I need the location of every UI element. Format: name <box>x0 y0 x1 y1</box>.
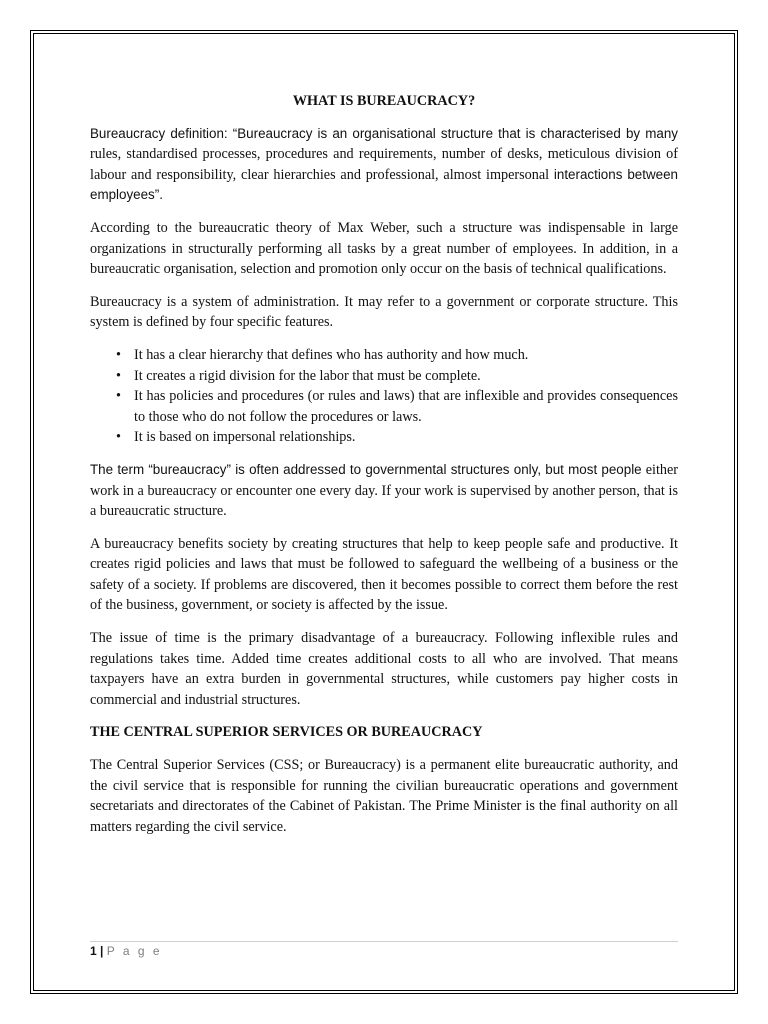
bullet-icon: • <box>116 429 121 446</box>
list-item <box>90 366 678 387</box>
list-item-text: It has policies and procedures (or rules and laws) that are inflexible and provides consequences to those who do not follow the procedures or laws. <box>134 388 678 425</box>
list-item <box>90 386 678 427</box>
features-list <box>90 345 678 448</box>
list-item-text: It is based on impersonal relationships. <box>134 429 356 446</box>
definition-body: rules, standardised processes, procedures and requirements, number of desks, meticulous division of labour and responsibility, clear hierarchies and professional, almost impersonal <box>90 146 678 183</box>
paragraph-system: Bureaucracy is a system of administration. It may refer to a government or corporate structure. This system is defined by four specific features. <box>90 293 678 331</box>
bullet-icon: • <box>116 367 121 384</box>
section-heading: THE CENTRAL SUPERIOR SERVICES OR BUREAUCRACY <box>90 724 483 741</box>
list-item-text: It has a clear hierarchy that defines who has authority and how much. <box>134 346 529 363</box>
term-lead: The term “bureaucracy” is often addressed to governmental structures only, but most people <box>90 461 642 477</box>
page-footer <box>90 941 678 958</box>
footer-separator: | <box>100 944 104 958</box>
list-item-text: It creates a rigid division for the labor that must be complete. <box>134 367 481 384</box>
paragraph-term <box>90 460 678 522</box>
paragraph-definition <box>90 124 678 206</box>
definition-lead: Bureaucracy definition: “Bureaucracy is an organisational structure that is characterised by many <box>90 125 678 141</box>
paragraph-benefits: A bureaucracy benefits society by creating structures that help to keep people safe and productive. It creates rigid policies and laws that must be followed to safeguard the wellbeing of a business or the safety of a society. If problems are discovered, then it becomes possible to correct them before the rest of the business, government, or society is affected by the issue. <box>90 535 678 614</box>
paragraph-css: The Central Superior Services (CSS; or Bureaucracy) is a permanent elite bureaucratic authority, and the civil service that is responsible for running the civilian bureaucratic operations and government secretariats and directorates of the Cabinet of Pakistan. The Prime Minister is the final authority on all matters regarding the civil service. <box>90 757 678 835</box>
term-body: either work in a bureaucracy or encounter one every day. If your work is supervised by another person, that is a bureaucratic structure. <box>90 461 678 520</box>
list-item <box>90 345 678 366</box>
document-title: WHAT IS BUREAUCRACY? <box>292 93 476 109</box>
list-item <box>90 427 678 448</box>
definition-end: interactions between employees”. <box>90 166 678 203</box>
paragraph-weber: According to the bureaucratic theory of Max Weber, such a structure was indispensable in large organizations in structurally performing all tasks by a great number of employees. In addition, in a bureaucratic organisation, selection and promotion only occur on the basis of technical qualifications. <box>90 219 678 278</box>
document-body <box>90 91 678 849</box>
bullet-icon: • <box>116 346 121 363</box>
paragraph-disadvantage: The issue of time is the primary disadvantage of a bureaucracy. Following inflexible rules and regulations takes time. Added time creates additional costs to all who are involved. That means taxpayers have an extra burden in governmental structures, while customers pay higher costs in commercial and industrial structures. <box>90 630 678 708</box>
bullet-icon: • <box>116 388 121 405</box>
page-label: P a g e <box>106 944 163 958</box>
page-number: 1 <box>90 944 97 958</box>
